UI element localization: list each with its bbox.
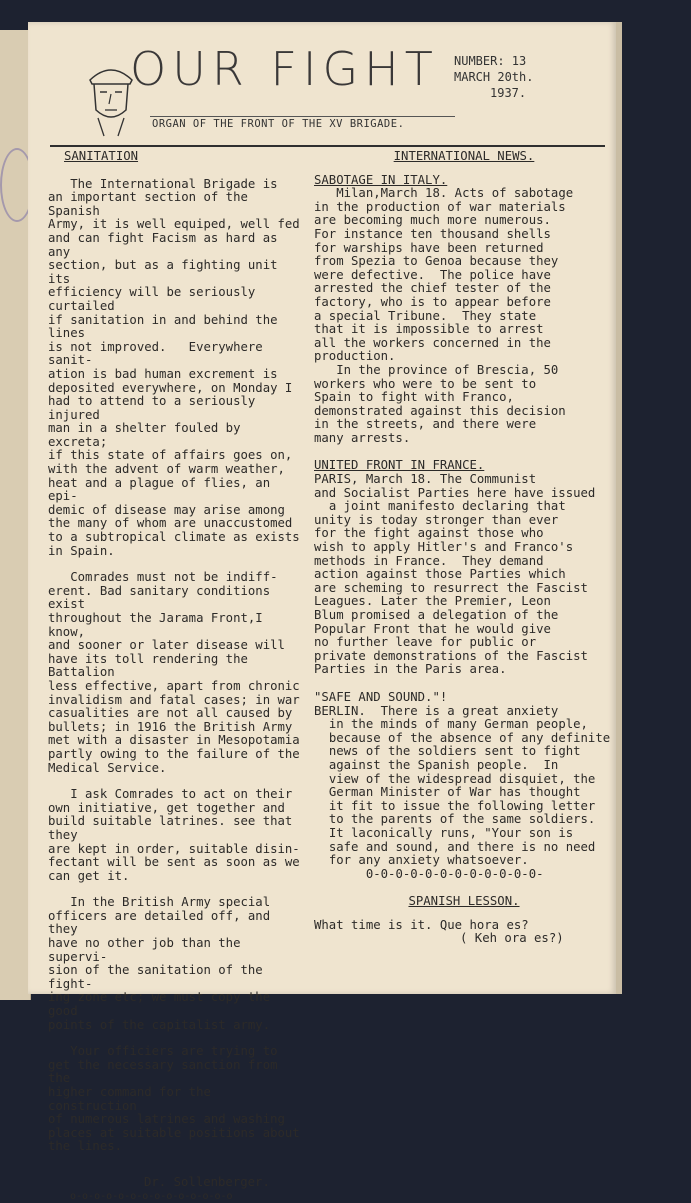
issue-number: NUMBER: 13 xyxy=(454,54,527,68)
left-column xyxy=(48,150,303,1203)
paragraph: The International Brigade is an important section of the Spanish Army, it is well equiped, well fed and can fight Facism as hard as any section, but as a fighting unit its efficiency will be seriously curtailed if sanitation in and behind the lines is not improved. Everywhere sanit- ation is bad human excrement is deposited everywhere, on Monday I had to attend to a seriously injured man in a shelter fouled by excreta; if this state of affairs goes on, with the advent of warm weather, heat and a plague of flies, an epi- demic of disease may arise among the many of whom are unaccustomed to a subtropical climate as exists in Spain. xyxy=(48,176,300,558)
paragraph: Your officiers are trying to get the necessary sanction from the higher command for the construction of numerous latrines and washing places at suitable positions about the lines. xyxy=(48,1044,300,1154)
issue-date: MARCH 20th. xyxy=(454,70,534,84)
sanitation-heading: SANITATION xyxy=(64,149,139,163)
paragraph: I ask Comrades to act on their own initiative, get together and build suitable latrines. see that they are kept in order, suitable disin- fectant will be sent as soon as we can get it. xyxy=(48,787,300,883)
spanish-lesson-heading: SPANISH LESSON. xyxy=(408,894,520,909)
book-right-edge xyxy=(616,22,622,994)
section-divider: o-o-o-o-o-o-o-o-o-o-o-o-o-o xyxy=(70,1190,233,1202)
right-column xyxy=(314,150,614,946)
news-title: "SAFE AND SOUND."! xyxy=(314,689,448,704)
masthead-title: OUR FIGHT xyxy=(130,42,439,96)
issue-year: 1937. xyxy=(490,86,527,100)
masthead-subtitle: ORGAN OF THE FRONT OF THE XV BRIGADE. xyxy=(152,118,405,130)
news-body: PARIS, March 18. The Communist and Socialist Parties here have issued a joint manifesto declaring that unity is today stronger than ever for the fight against those who wish to apply Hitler's and Franco's methods in France. They demand action against those Parties which are scheming to resurrect the Fascist Leagues. Later the Premier, Leon Blum promised a delegation of the Popular Front that he would give no further leave for public or private demonstrations of the Fascist Parties in the Paris area. xyxy=(314,472,596,677)
header-divider xyxy=(50,145,605,147)
book-left-edge xyxy=(0,30,31,1000)
news-title: SABOTAGE IN ITALY. xyxy=(314,172,448,187)
news-title: UNITED FRONT IN FRANCE. xyxy=(314,458,485,473)
author-signature: Dr. Sollenberger. xyxy=(144,1174,270,1189)
international-news-heading: INTERNATIONAL NEWS. xyxy=(393,149,535,163)
news-body: Milan,March 18. Acts of sabotage in the production of war materials are becoming much more numerous. For instance ten thousand shells for warships have been returned from Spezia to Genoa because they were defective. The police have arrested the chief tester of the factory, who is to appear before a special Tribune. They state that it is impossible to arrest all the workers concerned in the production. In the province of Brescia, 50 workers who were to be sent to Spain to fight with Franco, demonstrated against this decision in the streets, and there were many arrests. xyxy=(314,186,574,445)
masthead-rule xyxy=(150,116,455,117)
lesson-question: What time is it. Que hora es? xyxy=(314,917,529,932)
lesson-pronunciation: ( Keh ora es?) xyxy=(460,931,564,946)
paragraph: In the British Army special officers are detailed off, and they have no other job than the supervi- sion of the sanitation of the fight- ing zone etc; we must copy the good points of the capitalist army. xyxy=(48,895,271,1032)
paragraph: Comrades must not be indiff- erent. Bad sanitary conditions exist throughout the Jarama Front,I know, and sooner or later disease will have its toll rendering the Battalion less effective, apart from chronic invalidism and fatal cases; in war casualities are not all caused by bullets; in 1916 the British Army met with a disaster in Mesopotamia partly owing to the failure of the Medical Service. xyxy=(48,570,300,775)
news-body: BERLIN. There is a great anxiety in the minds of many German people, because of the absence of any definite news of the soldiers sent to fight against the Spanish people. In view of the widespread disquiet, the German Minister of War has thought it fit to issue the following letter to the parents of the same soldiers. It laconically runs, "Your son is safe and sound, and there is no need for any anxiety whatsoever. 0-0-0-0-0-0-0-0-0-0-0-0- xyxy=(314,703,611,881)
issue-info xyxy=(454,53,533,101)
